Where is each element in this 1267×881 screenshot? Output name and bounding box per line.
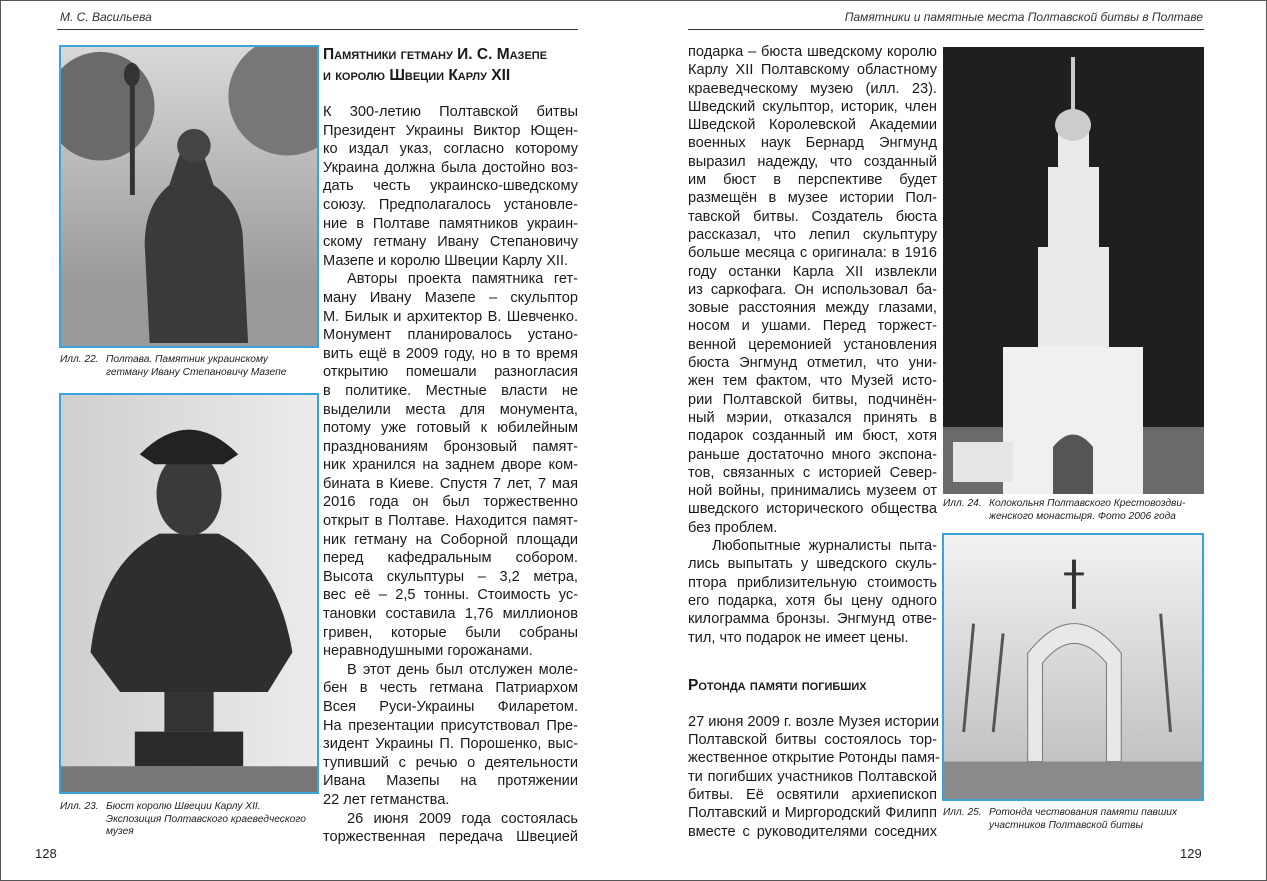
text-line: жен тем фактом, что Музей исто- (688, 373, 937, 390)
text-line: 22 лет гетманства. (323, 791, 450, 808)
text-line: Карлу XII Полтавскому областному (688, 62, 937, 79)
caption-line: Колокольня Полтавского Крестовоздви- (989, 498, 1186, 509)
text-line: К 300-летию Полтавской битвы (323, 104, 578, 120)
text-line: ти погибших участников Полтавской (688, 768, 937, 785)
text-line: На презентации присутствовал Пре- (323, 717, 578, 734)
caption-line: Бюст королю Швеции Карлу XII. (106, 801, 261, 812)
text-line: году останки Карла XII извлекли (688, 263, 937, 280)
text-line: 26 июня 2009 года состоялась (347, 810, 578, 827)
caption-line: Ротонда чествования памяти павших (989, 807, 1178, 818)
text-line: ной войны, принимались музеем от (688, 483, 937, 500)
right-text-column (688, 43, 940, 841)
header-rule (57, 29, 578, 30)
text-line: шведского исторического общества (688, 501, 937, 518)
text-line: подарка – бюста шведскому королю (688, 44, 937, 60)
text-line: торжественная передача Швецией (323, 829, 578, 846)
text-line: венной церемонией установления (688, 336, 937, 353)
text-line: выразил надежду, что созданный (688, 153, 937, 170)
text-line: Полтавский и Миргородский Филипп (688, 805, 937, 822)
text-line: открыт в Полтаве. Находится памят- (323, 513, 578, 530)
text-line: Всея Руси-Украины Филаретом. (323, 699, 578, 715)
page-number-right: 129 (1180, 846, 1202, 861)
figure-25-caption (943, 807, 1177, 832)
paragraph (688, 43, 937, 537)
text-line: зовые расстояния между глазами, (688, 300, 937, 317)
text-line: 27 июня 2009 г. возле Музея истории (688, 713, 940, 730)
text-line: ману Ивану Мазепе – скульптор (323, 289, 578, 306)
text-line: бината в Киеве. Спустя 7 лет, 7 мая (323, 475, 578, 492)
text-line: рассказал, что лепил скульптуру (688, 226, 937, 243)
paragraph (323, 270, 578, 660)
text-line: Шведский скульптор, историк, член (688, 98, 937, 115)
text-line: носом и ушами. Перед торжест- (688, 318, 937, 335)
text-line: тил, что подарок не имеет цены. (688, 629, 909, 646)
right-body-text-bottom (688, 713, 940, 841)
text-line: вес её – 2,5 тонны. Стоимость ус- (323, 587, 578, 604)
header-rule (688, 29, 1204, 30)
text-line: ко издал указ, согласно которому (323, 141, 578, 158)
text-line: вместе с руководителями соседних (688, 823, 937, 840)
text-line: ник гетману на Соборной площади (323, 531, 578, 548)
text-line: ный мэрии, отказался принять в (688, 409, 937, 426)
section-heading-rotunda: Ротонда памяти погибших (688, 676, 867, 694)
figure-23-charles-xii-bust (59, 393, 319, 794)
text-line: неравнодушными горожанами. (323, 643, 533, 660)
text-line: подарок созданный им бюст, хотя (688, 428, 937, 445)
text-line: без проблем. (688, 519, 778, 536)
paragraph (323, 661, 578, 810)
text-line: тановки составила 1,76 миллионов (323, 606, 578, 623)
running-head-left: М. С. Васильева (60, 10, 152, 24)
text-line: Президент Украины Виктор Ющен- (323, 122, 578, 139)
figure-number: Илл. 24. (943, 498, 982, 509)
caption-line: гетману Ивану Степановичу Мазепе (106, 366, 287, 378)
text-line: гривен, которые были собраны (323, 624, 578, 641)
caption-line: участников Полтавской битвы (989, 819, 1143, 831)
right-body-text-top (688, 43, 937, 647)
text-line: тов, связанных с историей Север- (688, 464, 937, 481)
text-line: потому уже готовый к юбилейным (323, 420, 578, 437)
text-line: союзу. Предполагалось установле- (323, 196, 578, 213)
text-line: им бюст в перспективе будет (688, 172, 937, 189)
text-line: Монумент планировалось устано- (323, 327, 578, 344)
figure-22-caption (60, 354, 286, 379)
heading-line: Памятники гетману И. С. Мазепе (323, 46, 548, 63)
text-line: ние в Полтаве памятников украин- (323, 215, 578, 232)
text-line: ник хранился на заднем дворе ком- (323, 457, 578, 474)
text-line: бюста Энгмунд отметил, что уни- (688, 355, 937, 372)
text-line: птора приблизительную стоимость (688, 574, 937, 591)
text-line: краеведческому музею (илл. 23). (688, 80, 937, 97)
text-line: перед кафедральным собором. (323, 550, 578, 567)
text-line: выделили места для монумента, (323, 401, 578, 418)
paragraph (323, 810, 578, 847)
text-line: Полтавской битвы состоялось тор- (688, 732, 937, 749)
text-line: 2016 года он был торжественно (323, 494, 578, 511)
figure-number: Илл. 25. (943, 807, 982, 818)
text-line: жественное открытие Ротонды памя- (688, 750, 940, 767)
caption-line: музея (106, 826, 134, 837)
figure-22-mazepa-monument (59, 45, 319, 348)
text-line: лись выпытать у шведского скуль- (688, 556, 937, 573)
text-line: в политике. Местные власти не (323, 382, 578, 399)
text-line: В этот день был отслужен моле- (347, 661, 578, 678)
text-line: Авторы проекта памятника гет- (347, 271, 578, 288)
running-head-right: Памятники и памятные места Полтавской битвы в Полтаве (844, 10, 1203, 24)
page-number-left: 128 (35, 846, 57, 861)
text-line: битвы. Её освятили архиепископ (688, 786, 937, 803)
figure-25-rotunda (942, 533, 1204, 801)
text-line: дать честь украинско-шведскому (323, 178, 578, 195)
caption-line: женского монастыря. Фото 2006 года (989, 510, 1176, 522)
section-heading-mazepa (323, 44, 578, 86)
figure-number: Илл. 22. (60, 354, 99, 365)
figure-24-caption (943, 498, 1185, 523)
text-line: килограмма бронзы. Энгмунд отве- (688, 611, 937, 628)
text-line: размещён в музее истории Пол- (688, 190, 937, 207)
text-line: зидент Украины П. Порошенко, выс- (323, 736, 578, 753)
text-line: рии Полтавской битвы, подчинён- (688, 391, 937, 408)
text-line: Украина должна была достойно воз- (323, 159, 578, 176)
figure-number: Илл. 23. (60, 801, 99, 812)
text-line: военных наук Бернард Энгмунд (688, 135, 937, 152)
text-line: М. Билык и архитектор В. Шевченко. (323, 308, 578, 325)
paragraph (688, 537, 937, 647)
paragraph (688, 713, 940, 841)
text-line: бен в честь гетмана Патриархом (323, 680, 578, 697)
text-line: празднованиям бронзовый памят- (323, 438, 578, 455)
text-line: скому гетману Ивану Степановичу (323, 234, 578, 251)
text-line: Мазепе и королю Швеции Карлу XII. (323, 252, 569, 269)
figure-23-caption (60, 801, 306, 839)
text-line: тупивший с речью о деятельности (323, 754, 578, 771)
text-line: Ивана Мазепы на протяжении (323, 773, 578, 790)
text-line: тавской битвы. Создатель бюста (688, 208, 937, 225)
text-line: Шведской Королевской Академии (688, 117, 937, 134)
text-line: Высота скульптуры – 3,2 метра, (323, 568, 578, 585)
text-line: из саркофага. Он использовал ба- (688, 281, 937, 298)
text-line: больше месяца с оригинала: в 1916 (688, 245, 937, 262)
left-body-text (323, 103, 578, 847)
caption-line: Экспозиция Полтавского краеведческого (106, 813, 306, 825)
paragraph (323, 103, 578, 270)
text-line: открытию помешали разногласия (323, 364, 578, 381)
text-line: раньше достаточно много экспона- (688, 446, 937, 463)
text-line: его подарка, хотя бы цену одного (688, 592, 937, 609)
left-text-column (323, 44, 578, 847)
caption-line: Полтава. Памятник украинскому (106, 354, 268, 365)
heading-line: и королю Швеции Карлу XII (323, 67, 511, 84)
text-line: Любопытные журналисты пыта- (712, 538, 937, 555)
text-line: вить ещё в 2009 году, но в то время (323, 345, 578, 362)
figure-24-bell-tower (943, 47, 1204, 494)
